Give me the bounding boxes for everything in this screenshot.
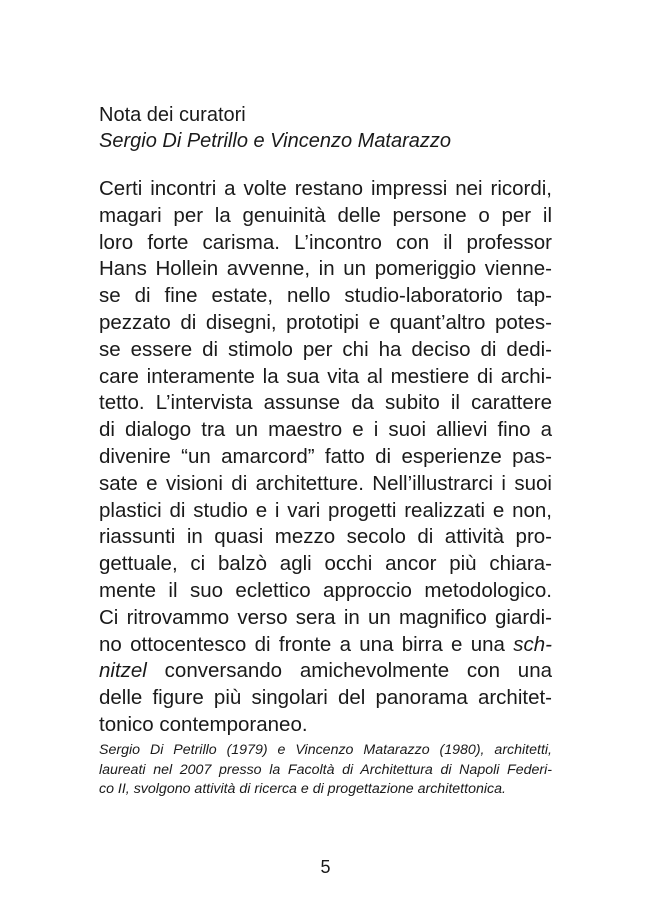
body-line-text: conversando amichevolmente con una — [164, 659, 552, 683]
footnote-line: co II, svolgono attività di ricerca e di progettazione architettonica. — [99, 781, 506, 797]
body-line: Hans Hollein avvenne, in un pomeriggio vienne- — [99, 257, 552, 281]
body-line: riassunti in quasi mezzo secolo di attività pro- — [99, 525, 552, 549]
section-title: Nota dei curatori — [99, 104, 246, 126]
body-line: divenire “un amarcord” fatto di esperienze pas- — [99, 444, 552, 468]
page-number: 5 — [320, 857, 331, 877]
body-line: Certi incontri a volte restano impressi nei ricordi, — [99, 177, 552, 200]
footnote-line: laureati nel 2007 presso la Facoltà di Architettura di Napoli Federi- — [99, 761, 552, 778]
body-line: magari per la genuinità delle persone o per il — [99, 203, 552, 227]
body-paragraph — [99, 176, 552, 739]
body-line: tetto. L’intervista assunse da subito il carattere — [99, 391, 552, 415]
body-line: gettuale, ci balzò agli occhi ancor più chiara- — [99, 552, 552, 576]
body-line: plastici di studio e i vari progetti realizzati e non, — [99, 498, 552, 522]
section-authors: Sergio Di Petrillo e Vincenzo Matarazzo — [99, 130, 452, 152]
body-line: mente il suo eclettico approccio metodologico. — [99, 578, 552, 602]
body-line: care interamente la sua vita al mestiere di archi- — [99, 364, 552, 388]
body-line: sate e visioni di architetture. Nell’illustrarci i suoi — [99, 471, 552, 495]
italic-word: nitzel — [99, 659, 147, 683]
body-line-text: no ottocentesco di fronte a una birra e una — [99, 632, 505, 656]
body-line: Ci ritrovammo verso sera in un magnifico giardi- — [99, 605, 552, 629]
body-line: se di fine estate, nello studio-laboratorio tap- — [99, 284, 552, 308]
italic-word: sch- — [513, 632, 552, 656]
body-line: se essere di stimolo per chi ha deciso di dedi- — [99, 337, 552, 361]
body-line-with-italic — [99, 658, 552, 685]
footnote-line: Sergio Di Petrillo (1979) e Vincenzo Matarazzo (1980), architetti, — [99, 742, 552, 758]
body-line: loro forte carisma. L’incontro con il professor — [99, 230, 552, 254]
book-page — [99, 0, 552, 922]
body-line: tonico contemporaneo. — [99, 712, 308, 736]
body-line: di dialogo tra un maestro e i suoi allievi fino a — [99, 418, 552, 442]
body-line-with-italic — [99, 632, 552, 659]
body-line: delle figure più singolari del panorama architet- — [99, 686, 552, 710]
author-footnote — [99, 741, 552, 800]
body-line: pezzato di disegni, prototipi e quant’altro potes- — [99, 310, 552, 334]
